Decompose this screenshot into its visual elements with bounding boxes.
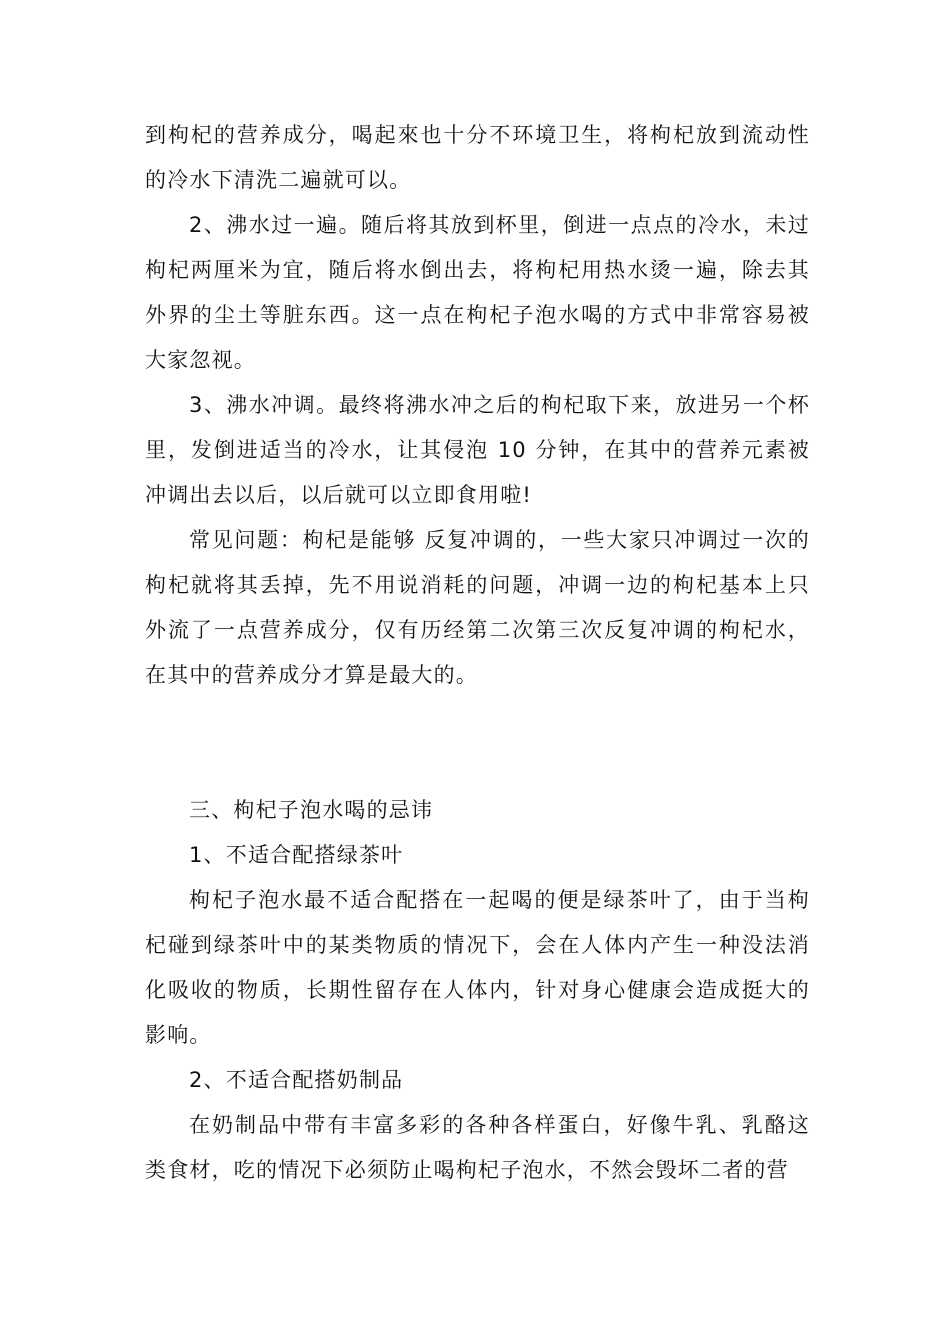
paragraph-green-tea: 枸杞子泡水最不适合配搭在一起喝的便是绿茶叶了，由于当枸杞碰到绿茶叶中的某类物质的情况下，会在人体内产生一种没法消化吸收的物质，长期性留存在人体内，针对身心健康会造成挺大的影响。 (145, 888, 810, 1047)
paragraph-faq: 常见问题：枸杞是能够 反复冲调的，一些大家只冲调过一次的枸杞就将其丢掉，先不用说消耗的问题，冲调一边的枸杞基本上只外流了一点营养成分，仅有历经第二次第三次反复冲调的枸杞水，在其中的营养成分才算是最大的。 (145, 528, 810, 687)
paragraph-dairy: 在奶制品中带有丰富多彩的各种各样蛋白，好像牛乳、乳酪这类食材，吃的情况下必须防止喝枸杞子泡水，不然会毁坏二者的营 (145, 1113, 810, 1182)
paragraph-continuation: 到枸杞的营养成分，喝起來也十分不环境卫生，将枸杞放到流动性的冷水下清洗二遍就可以。 (145, 123, 810, 192)
paragraph-step-2: 2、沸水过一遍。随后将其放到杯里，倒进一点点的冷水，未过枸杞两厘米为宜，随后将水倒出去，将枸杞用热水烫一遍，除去其外界的尘土等脏东西。这一点在枸杞子泡水喝的方式中非常容易被大家忽视。 (145, 213, 810, 372)
subheading-dairy: 2、不适合配搭奶制品 (189, 1068, 404, 1092)
subheading-green-tea: 1、不适合配搭绿茶叶 (189, 843, 404, 867)
section-heading: 三、枸杞子泡水喝的忌讳 (189, 798, 434, 822)
paragraph-step-3: 3、沸水冲调。最终将沸水冲之后的枸杞取下来，放进另一个杯里，发倒进适当的冷水，让其侵泡 10 分钟，在其中的营养元素被冲调出去以后，以后就可以立即食用啦! (145, 393, 810, 507)
